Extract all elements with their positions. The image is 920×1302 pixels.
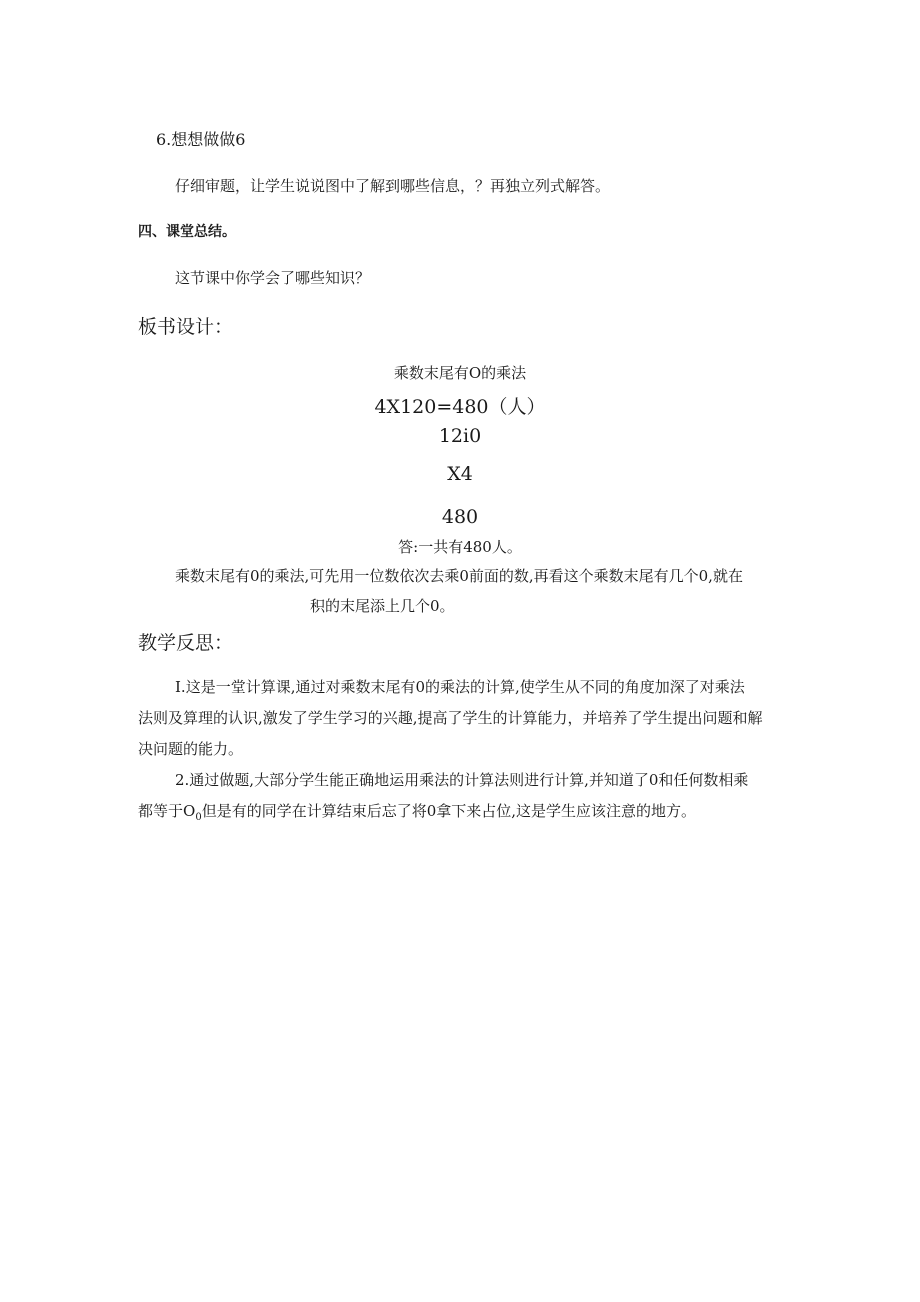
reflection-p2-line-2	[138, 801, 696, 828]
vertical-calc-line-1: 12i0	[438, 425, 482, 447]
reflection-heading: 教学反思：	[138, 632, 234, 654]
vertical-calc-line-2: X4	[447, 463, 473, 485]
rule-line-2: 积的末尾添上几个0。	[310, 597, 455, 615]
reflection-p1-line-1: I.这是一堂计算课,通过对乘数末尾有0的乘法的计算,使学生从不同的角度加深了对乘法	[175, 678, 745, 696]
rule-line-1: 乘数末尾有0的乘法,可先用一位数依次去乘0前面的数,再看这个乘数末尾有几个0,就在	[175, 567, 743, 585]
equation: 4X120=480（人）	[374, 396, 546, 418]
subscript-zero: 0	[195, 812, 202, 823]
reflection-p2-line-1: 2.通过做题,大部分学生能正确地运用乘法的计算法则进行计算,并知道了0和任何数相乘	[175, 771, 749, 789]
section-6-title: 6.想想做做6	[156, 130, 246, 149]
board-design-heading: 板书设计：	[138, 316, 234, 338]
answer-line: 答:一共有480人。	[398, 538, 522, 556]
lesson-title: 乘数末尾有O的乘法	[393, 364, 527, 382]
section-6-body: 仔细审题，让学生说说图中了解到哪些信息，？再独立列式解答。	[175, 177, 611, 195]
reflection-p1-line-2: 法则及算理的认识,激发了学生学习的兴趣,提高了学生的计算能力，并培养了学生提出问题和解	[138, 709, 763, 727]
vertical-calc-line-3: 480	[441, 506, 479, 528]
reflection-p2-line-2-start: 都等于O	[138, 802, 196, 820]
reflection-p2-line-2-end: 但是有的同学在计算结束后忘了将0拿下来占位,这是学生应该注意的地方。	[201, 802, 697, 820]
reflection-p1-line-3: 决问题的能力。	[138, 740, 244, 758]
section-4-title: 四、课堂总结。	[138, 224, 236, 240]
section-4-body: 这节课中你学会了哪些知识？	[175, 269, 371, 287]
